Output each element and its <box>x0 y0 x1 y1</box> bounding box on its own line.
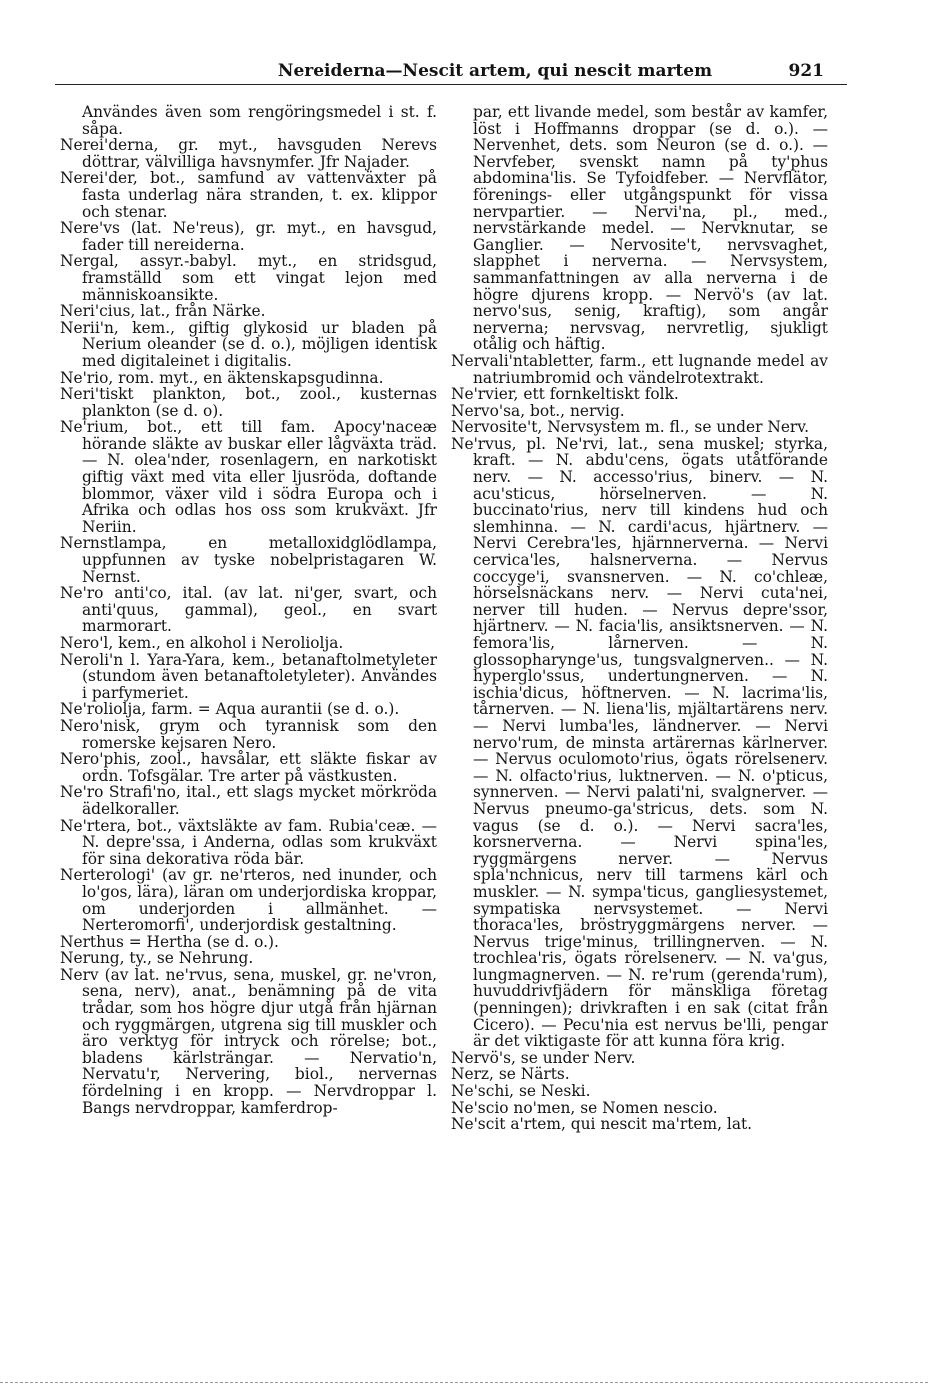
entry-nervalintabletter: Nervali'ntabletter, farm., ett lugnande medel av natriumbromid och vändelrotextrakt. <box>451 351 828 387</box>
entry-nertera: Ne'rtera, bot., växtsläkte av fam. Rubia'ceæ. — N. depre'ssa, i Anderna, odlas som krukväxt för sina dekorativa röda bär. <box>60 816 437 868</box>
entry-nerophis: Nero'phis, zool., havsålar, ett släkte fiskar av ordn. Tofsgälar. Tre arter på västkusten. <box>60 750 437 785</box>
bottom-dashed-rule <box>0 1382 928 1383</box>
entry-nero-strafino: Ne'ro Strafi'no, ital., ett slags mycket mörkröda ädelkoraller. <box>60 783 437 818</box>
entry-nero-antico: Ne'ro anti'co, ital. (av lat. ni'ger, svart, och anti'quus, gammal), geol., en svart marmorart. <box>60 584 437 636</box>
page-number: 921 <box>788 61 824 81</box>
entry-nervosa: Nervo'sa, bot., nervig. <box>451 401 625 420</box>
entry-neriin: Nerii'n, kem., giftig glykosid ur bladen på Nerium oleander (se d. o.), möjligen identisk med digitaleinet i digitalis. <box>60 318 437 370</box>
entry-nerung: Nerung, ty., se Nehrung. <box>60 949 254 968</box>
entry-nernstlampa: Nernstlampa, en metalloxidglödlampa, uppfunnen av tyske nobelpristagaren W. Nernst. <box>60 534 437 586</box>
entry-nervos: Nervö's, se under Nerv. <box>451 1048 636 1067</box>
entry-nervus: Ne'rvus, pl. Ne'rvi, lat., sena muskel; styrka, kraft. — N. abdu'cens, ögats utåtförande nerv. — N. accesso'rius, binerv. — N. acu'sticus, hörselnerven. — N. buccinato'rius, nerv till kindens hud och slemhinna. — N. cardi'acus, hjärtnerv. — Nervi Cerebra'les, hjärnnerverna. — Nervi cervica'les, halsnerverna. — Nervus coccyge'i, svansnerven. — N. co'chleæ, hörselsnäckans nerv. — Nervi cuta'nei, nerver till huden. — Nervus depre'ssor, hjärtnerv. — N. facia'lis, ansiktsnerven. — N. femora'lis, lårnerven. — N. glossopharynge'us, tungsvalgnerven.. — N. hyperglo'ssus, undertungnerven. — N. ischia'dicus, höftnerven. — N. lacrima'lis, tårnerven. — N. liena'lis, mjältartärens nerv. — Nervi lumba'les, ländnerver. — Nervi nervo'rum, de minsta artärernas kärlnerver. — Nervus oculomoto'rius, ögats rörelsenerv. — N. olfacto'rius, luktnerven. — N. o'pticus, synnerven. — Nervi palati'ni, svalgnerver. — Nervus pneumo-ga'stricus, dets. som N. vagus (se d. o.). — Nervi sacra'les, korsnerverna. — Nervi spina'les, ryggmärgens nerver. — Nervus spla'nchnicus, nerv till tarmens kärl och muskler. — N. sympa'ticus, gangliesystemet, sympatiska nervsystemet. — Nervi thoraca'les, bröstryggmärgens nerver. — Nervus trige'minus, trillingnerven. — N. trochlea'ris, ögats rörelsenerv. — N. va'gus, lungmagnerven. — N. re'rum (gerenda'rum), huvuddrivfjädern för mänskliga företag (penningen); drivkraften i en sak (citat från Cicero). — Pecu'nia est nervus be'lli, pengar är det viktigaste för att kunna föra krig. <box>451 434 828 1051</box>
entry-nervier: Ne'rvier, ett fornkeltiskt folk. <box>451 385 679 404</box>
entry-nerevs: Nere'vs (lat. Ne'reus), gr. myt., en havsgud, fader till nereiderna. <box>60 219 437 254</box>
entry-nerol: Nero'l, kem., en alkohol i Neroliolja. <box>60 634 344 652</box>
entry-nerv-continuation: par, ett livande medel, som består av kamfer, löst i Hoffmanns droppar (se d. o.). — Nervenhet, dets. som Neuron (se d. o.). — Nervfeber, svenskt namn på ty'phus abdomina'lis. Se Tyfoidfeber. — Nervflätor, förenings- eller utgångspunkt för vissa nervpartier. — Nervi'na, pl., med., nervstärkande medel. — Nervknutar, se Ganglier. — Nervosite't, nervsvaghet, slapphet i nerverna. — Nervsystem, sammanfattningen av alla nerverna i de högre djurens kropp. — Nervö's (av lat. nervo'sus, senig, kraftig), som angår nerverna; nervsvag, nervretlig, sjukligt otålig och häftig. <box>473 103 828 354</box>
entry-nereider: Nerei'der, bot., samfund av vattenväxter på fasta underlag nära stranden, t. ex. klippor och stenar. <box>60 169 437 221</box>
running-header-title: Nereiderna—Nescit artem, qui nescit martem <box>277 61 713 81</box>
entry-nericius: Neri'cius, lat., från Närke. <box>60 302 266 321</box>
entry-neschi: Ne'schi, se Neski. <box>451 1082 591 1101</box>
entry-nervositet: Nervosite't, Nervsystem m. fl., se under Nerv. <box>451 418 810 437</box>
entry-nergal: Nergal, assyr.-babyl. myt., en stridsgud, framställd som ett vingat lejon med människoansikte. <box>60 252 437 304</box>
entry-nescit-artem: Ne'scit a'rtem, qui nescit ma'rtem, lat. <box>451 1115 753 1134</box>
entry-nerolin: Neroli'n l. Yara-Yara, kem., betanaftolmetyleter (stundom även betanaftoletyleter). Användes i parfymeriet. <box>60 650 437 702</box>
right-column <box>451 104 828 1133</box>
entry-nescio-nomen: Ne'scio no'men, se Nomen nescio. <box>451 1098 718 1117</box>
header-rule <box>55 84 847 85</box>
entry-continuation: Användes även som rengöringsmedel i st. f. såpa. <box>82 103 437 138</box>
entry-nereiderna: Nerei'derna, gr. myt., havsguden Nerevs döttrar, välvilliga havsnymfer. Jfr Najader. <box>60 136 437 171</box>
entry-nerio: Ne'rio, rom. myt., en äktenskapsgudinna. <box>60 368 384 387</box>
left-column <box>60 104 437 1116</box>
entry-nerv: Nerv (av lat. ne'rvus, sena, muskel, gr. ne'vron, sena, nerv), anat., benämning på de vita trådar, som hos högre djur utgå från hjärnan och ryggmärgen, utgrena sig till muskler och äro verktyg för intryck och rörelse; bot., bladens kärlsträngar. — Nervatio'n, Nervatu'r, Nervering, biol., nervernas fördelning i en kropp. — Nervdroppar l. Bangs nervdroppar, kamferdrop- <box>60 965 437 1117</box>
entry-nerterologi: Nerterologi' (av gr. ne'rteros, ned inunder, och lo'gos, lära), läran om underjordiska kroppar, om underjorden i allmänhet. — Nerteromorfi', underjordisk gestaltning. <box>60 866 437 935</box>
entry-nerz: Nerz, se Närts. <box>451 1065 570 1084</box>
entry-nerium: Ne'rium, bot., ett till fam. Apocy'naceæ hörande släkte av buskar eller lågväxta träd. — N. olea'nder, rosenlagern, en narkotiskt giftig växt med vita eller ljusröda, doftande blommor, växer vild i södra Europa och i Afrika och odlas hos oss som krukväxt. Jfr Neriin. <box>60 418 437 536</box>
entry-neronisk: Nero'nisk, grym och tyrannisk som den romerske kejsaren Nero. <box>60 716 437 752</box>
entry-neritiskt-plankton: Neri'tiskt plankton, bot., zool., kusternas plankton (se d. o). <box>60 385 437 420</box>
entry-nerthus: Nerthus = Hertha (se d. o.). <box>60 932 279 951</box>
entry-neroliolja: Ne'roliolja, farm. = Aqua aurantii (se d. o.). <box>60 700 400 719</box>
